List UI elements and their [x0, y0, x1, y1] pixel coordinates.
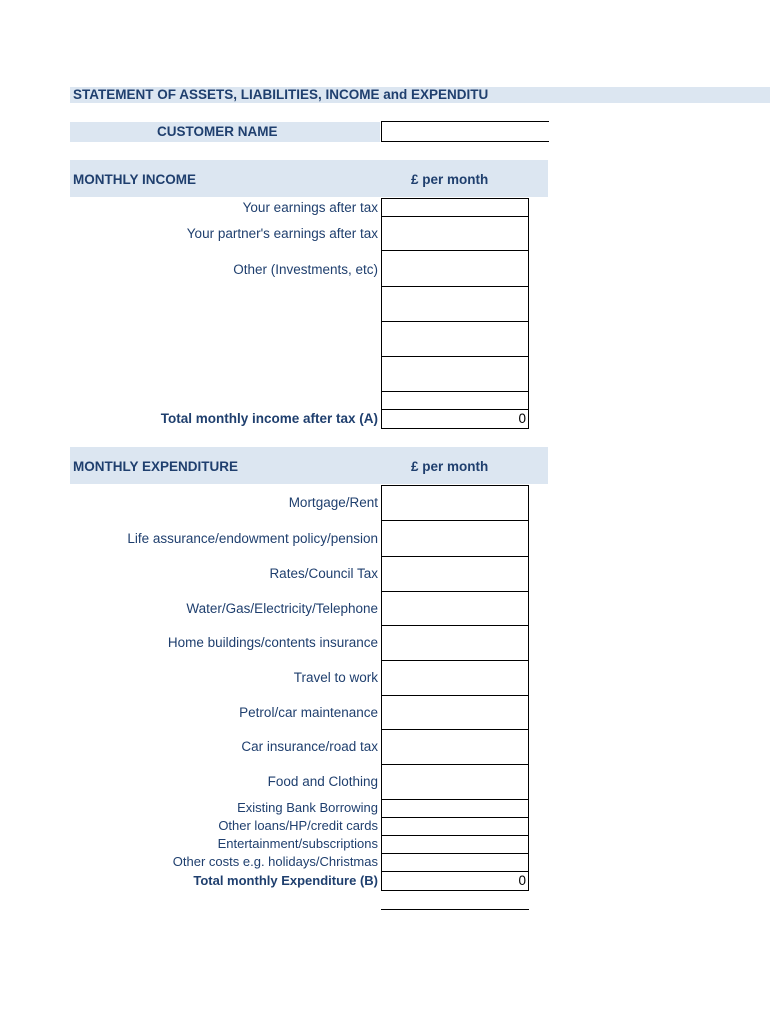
income-heading: MONTHLY INCOME [73, 172, 197, 187]
expense-label-other-loans: Other loans/HP/credit cards [218, 818, 378, 833]
expense-input-other-loans[interactable] [381, 817, 529, 836]
expense-label-travel: Travel to work [293, 670, 378, 685]
income-total-value: 0 [381, 409, 529, 429]
expense-input-utilities[interactable] [381, 591, 529, 626]
expense-input-mortgage[interactable] [381, 485, 529, 521]
income-label-earnings: Your earnings after tax [242, 200, 378, 215]
income-input-extra-3[interactable] [381, 356, 529, 392]
expense-label-food: Food and Clothing [267, 774, 378, 789]
expense-label-petrol: Petrol/car maintenance [239, 705, 378, 720]
income-input-extra-2[interactable] [381, 321, 529, 357]
income-input-other[interactable] [381, 250, 529, 287]
income-column-heading: £ per month [411, 172, 489, 187]
expense-label-car-insurance: Car insurance/road tax [241, 739, 378, 754]
income-input-earnings[interactable] [381, 198, 529, 217]
page-title: STATEMENT OF ASSETS, LIABILITIES, INCOME and EXPENDITU [73, 87, 489, 102]
expenditure-column-heading: £ per month [411, 459, 489, 474]
expense-input-travel[interactable] [381, 660, 529, 696]
expense-label-entertainment: Entertainment/subscriptions [217, 836, 378, 851]
expense-input-car-insurance[interactable] [381, 729, 529, 765]
expenditure-heading: MONTHLY EXPENDITURE [73, 459, 239, 474]
expenditure-total-label: Total monthly Expenditure (B) [193, 873, 378, 888]
expense-label-bank-borrowing: Existing Bank Borrowing [237, 800, 378, 815]
expense-input-home-insurance[interactable] [381, 625, 529, 661]
expense-input-entertainment[interactable] [381, 835, 529, 854]
expense-label-council-tax: Rates/Council Tax [269, 566, 378, 581]
income-input-extra-1[interactable] [381, 286, 529, 322]
income-input-extra-4[interactable] [381, 391, 529, 410]
expense-input-life-assurance[interactable] [381, 520, 529, 557]
expenditure-total-value: 0 [381, 871, 529, 891]
expense-label-mortgage: Mortgage/Rent [288, 495, 378, 510]
customer-name-label: CUSTOMER NAME [157, 124, 278, 139]
expense-input-council-tax[interactable] [381, 556, 529, 592]
expense-input-bank-borrowing[interactable] [381, 799, 529, 818]
expense-label-utilities: Water/Gas/Electricity/Telephone [186, 601, 378, 616]
customer-name-field[interactable] [381, 121, 549, 142]
income-total-label: Total monthly income after tax (A) [160, 411, 378, 426]
expense-input-petrol[interactable] [381, 695, 529, 730]
expense-input-food[interactable] [381, 764, 529, 800]
expense-label-other-costs: Other costs e.g. holidays/Christmas [172, 854, 378, 869]
expense-label-home-insurance: Home buildings/contents insurance [167, 635, 378, 650]
expense-input-other-costs[interactable] [381, 853, 529, 872]
income-label-partner-earnings: Your partner's earnings after tax [186, 226, 378, 241]
income-input-partner-earnings[interactable] [381, 216, 529, 251]
income-label-other: Other (Investments, etc) [233, 262, 378, 277]
expense-label-life-assurance: Life assurance/endowment policy/pension [127, 531, 378, 546]
bottom-divider [381, 909, 529, 910]
